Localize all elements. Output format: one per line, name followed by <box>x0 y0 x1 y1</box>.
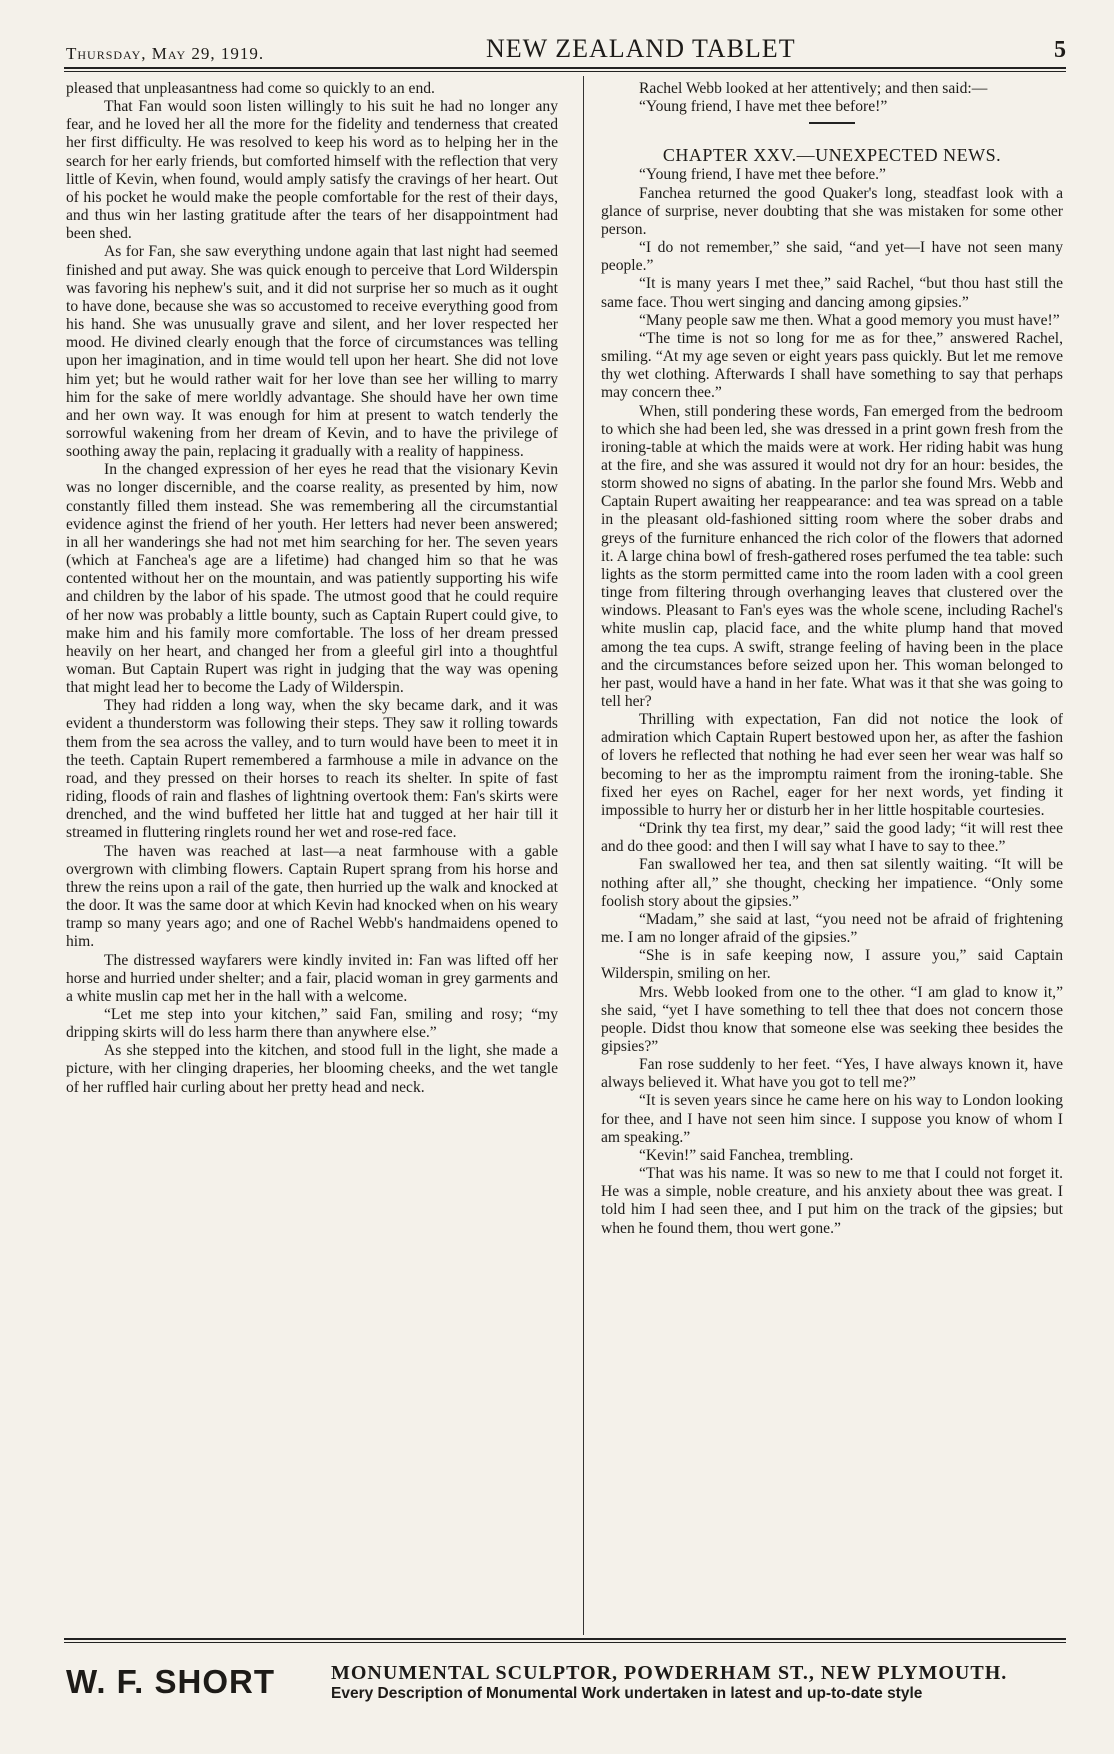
chapter-heading: CHAPTER XXV.—UNEXPECTED NEWS. <box>662 145 1002 166</box>
paragraph: As for Fan, she saw everything undone again that last night had seemed finished and put away. She was quick enough to perceive that Lord Wilderspin was favoring his nephew's suit, and it did not surprise her so much as it ought to have done, because she was so accustomed to receive everything good from his hand. She was unusually grave and silent, and her lover respected her mood. He divined clearly enough that the force of circumstances was telling upon her imagination, and in time would tell upon her heart. She did not love him yet; but he would rather wait for her love than see her willing to marry him for the sake of mere worldly advantage. She should have her own time and her own way. It was enough for him at present to watch tenderly the sorrowful wakening from her dream of Kevin, and to have the privilege of soothing away the pain, replacing it gradually with a reality of happiness. <box>66 243 558 461</box>
paragraph: Fan swallowed her tea, and then sat silently waiting. “It will be nothing after all,” she thought, checking her impatience. “Only some foolish story about the gipsies.” <box>601 856 1063 910</box>
paragraph: “Drink thy tea first, my dear,” said the good lady; “it will rest thee and do thee good: and then I will say what I have to say to thee.” <box>601 820 1063 856</box>
paragraph: Mrs. Webb looked from one to the other. “I am glad to know it,” she said, “yet I have something to tell thee that does not concern those people. Didst thou know that someone else was seeking thee besides the gipsies?” <box>601 983 1063 1055</box>
paragraph: Thrilling with expectation, Fan did not notice the look of admiration which Captain Rupert bestowed upon her, as after the fashion of lovers he reflected that nothing he had ever seen her wear was half so becoming to her as the impromptu raiment from the ironing-table. She fixed her eyes on Rachel, eager for her next words, yet finding it impossible to hurry her or disturb her in her little hospitable courtesies. <box>601 711 1063 819</box>
advertisement <box>66 1652 1066 1712</box>
paragraph: The distressed wayfarers were kindly invited in: Fan was lifted off her horse and hurried under shelter; and a fair, placid woman in grey garments and a white muslin cap met her in the hall with a welcome. <box>66 951 558 1005</box>
page-header <box>66 30 1066 64</box>
paragraph: “She is in safe keeping now, I assure you,” said Captain Wilderspin, smiling on her. <box>601 947 1063 983</box>
paragraph: “Young friend, I have met thee before!” <box>639 98 888 116</box>
header-rule-thin <box>64 71 1066 72</box>
paragraph: The haven was reached at last—a neat farmhouse with a gable overgrown with climbing flowers. Captain Rupert sprang from his horse and threw the reins upon a rail of the gate, then hurried up the walk and knocked at the door. It was the same door at which Kevin had knocked when on his weary tramp so many years ago; and one of Rachel Webb's handmaidens opened to him. <box>66 842 558 951</box>
paragraph: pleased that unpleasantness had come so quickly to an end. <box>66 80 435 97</box>
left-column <box>66 80 558 1635</box>
chapter-divider <box>809 122 855 124</box>
paragraph: As she stepped into the kitchen, and stood full in the light, she made a picture, with her clinging draperies, her blooming cheeks, and the wet tangle of her ruffled hair curling about her pretty head and neck. <box>66 1042 558 1096</box>
header-rule <box>64 67 1066 69</box>
advertiser-name: W. F. SHORT <box>66 1663 275 1700</box>
advertisement-line-1: MONUMENTAL SCULPTOR, POWDERHAM ST., NEW PLYMOUTH. <box>331 1661 1008 1684</box>
right-column <box>601 80 1063 1635</box>
paragraph: “I do not remember,” she said, “and yet—I have not seen many people.” <box>601 239 1063 275</box>
paragraph: Fan rose suddenly to her feet. “Yes, I have always known it, have always believed it. What have you got to tell me?” <box>601 1056 1063 1092</box>
paragraph: They had ridden a long way, when the sky became dark, and it was evident a thunderstorm was following their steps. They saw it rolling towards them from the sea across the valley, and to turn would have been to meet it in the teeth. Captain Rupert remembered a farmhouse a mile in advance on the road, and they pressed on their horses to reach its shelter. In spite of fast riding, floods of rain and flashes of lightning overtook them: Fan's skirts were drenched, and the wind buffeted her little hat and tugged at her hair till it streamed in fluttering ringlets round her wet and rose-red face. <box>66 697 558 842</box>
column-divider <box>583 76 584 1635</box>
footer-rule-thin <box>64 1642 1066 1643</box>
footer-rule <box>64 1638 1066 1640</box>
paragraph: In the changed expression of her eyes he read that the visionary Kevin was no longer discernible, and the coarse reality, as presented by him, now constantly filled them instead. She was remembering all the circumstantial evidence aginst the friend of her youth. Her letters had never been answered; in all her wanderings she had not met him searching for her. The seven years (which at Fanchea's age are a lifetime) had changed him so that he was contented without her on the mountain, and was patiently supporting his wife and children by the labor of his spade. The utmost good that he could require of her now was probably a little bounty, such as Captain Rupert could give, to make him and his family more comfortable. The loss of her dream pressed heavily on her heart, and changed her from a gleeful girl into a thoughtful woman. But Captain Rupert was right in judging that the way was opening that might lead her to become the Lady of Wilderspin. <box>66 461 558 697</box>
masthead: NEW ZEALAND TABLET <box>486 34 796 63</box>
paragraph: That Fan would soon listen willingly to his suit he had no longer any fear, and he loved her all the more for the fidelity and tenderness that created her first difficulty. He was resolved to keep his word as to helping her in the search for her early friends, but comforted himself with the reflection that very little of Kevin, when found, would amply satisfy the cravings of her heart. Out of his pocket he would make the people comfortable for the rest of their days, and thus win her lasting gratitude after the tears of her disappointment had been shed. <box>66 98 558 243</box>
page-number: 5 <box>1054 37 1066 63</box>
paragraph: “Madam,” she said at last, “you need not be afraid of frightening me. I am no longer afraid of the gipsies.” <box>601 910 1063 947</box>
paragraph: “Young friend, I have met thee before.” <box>639 166 886 184</box>
issue-date: Thursday, May 29, 1919. <box>66 44 265 63</box>
paragraph: “Many people saw me then. What a good memory you must have!” <box>639 311 1060 329</box>
paragraph: Rachel Webb looked at her attentively; and then said:— <box>639 80 988 97</box>
paragraph: “The time is not so long for me as for thee,” answered Rachel, smiling. “At my age seven or eight years pass quickly. But let me remove thy wet clothing. Afterwards I shall have something to say that perhaps may concern thee.” <box>601 329 1063 402</box>
paragraph: “That was his name. It was so new to me that I could not forget it. He was a simple, noble creature, and his anxiety about thee was great. I told him I had seen thee, and I put him on the track of the gipsies; but when he found them, thou wert gone.” <box>601 1165 1063 1237</box>
advertisement-line-2: Every Description of Monumental Work undertaken in latest and up-to-date style <box>331 1684 923 1702</box>
paragraph: Fanchea returned the good Quaker's long, steadfast look with a glance of surprise, never doubting that she was mistaken for some other person. <box>601 184 1063 238</box>
paragraph: “It is seven years since he came here on his way to London looking for thee, and I have not seen him since. I suppose you know of whom I am speaking.” <box>601 1092 1063 1146</box>
paragraph: “It is many years I met thee,” said Rachel, “but thou hast still the same face. Thou wert singing and dancing among gipsies.” <box>601 275 1063 311</box>
advertisement-text <box>331 1662 1066 1703</box>
paragraph: “Let me step into your kitchen,” said Fan, smiling and rosy; “my dripping skirts will do less harm there than anywhere else.” <box>66 1005 558 1042</box>
paragraph: “Kevin!” said Fanchea, trembling. <box>639 1146 854 1164</box>
paragraph: When, still pondering these words, Fan emerged from the bedroom to which she had been led, she was dressed in a print gown fresh from the ironing-table at which the maids were at work. Her riding habit was hung at the fire, and she was assured it would not dry for an hour: besides, the storm showed no signs of abating. In the parlor she found Mrs. Webb and Captain Rupert awaiting her reappearance: and tea was spread on a table in the pleasant old-fashioned sitting room where the sober drabs and greys of the furniture enhanced the rich color of the flowers that adorned it. A large china bowl of fresh-gathered roses perfumed the tea table: such lights as the storm permitted came into the room laden with a cool green tinge from filtering through overhanging leaves that clustered over the windows. Pleasant to Fan's eyes was the whole scene, including Rachel's white muslin cap, placid face, and the white plump hand that moved among the tea cups. A swift, strange feeling of having been in the place and the circumstances before seized upon her. This woman belonged to her past, would have a hand in her fate. What was it that she was going to tell her? <box>601 402 1063 710</box>
